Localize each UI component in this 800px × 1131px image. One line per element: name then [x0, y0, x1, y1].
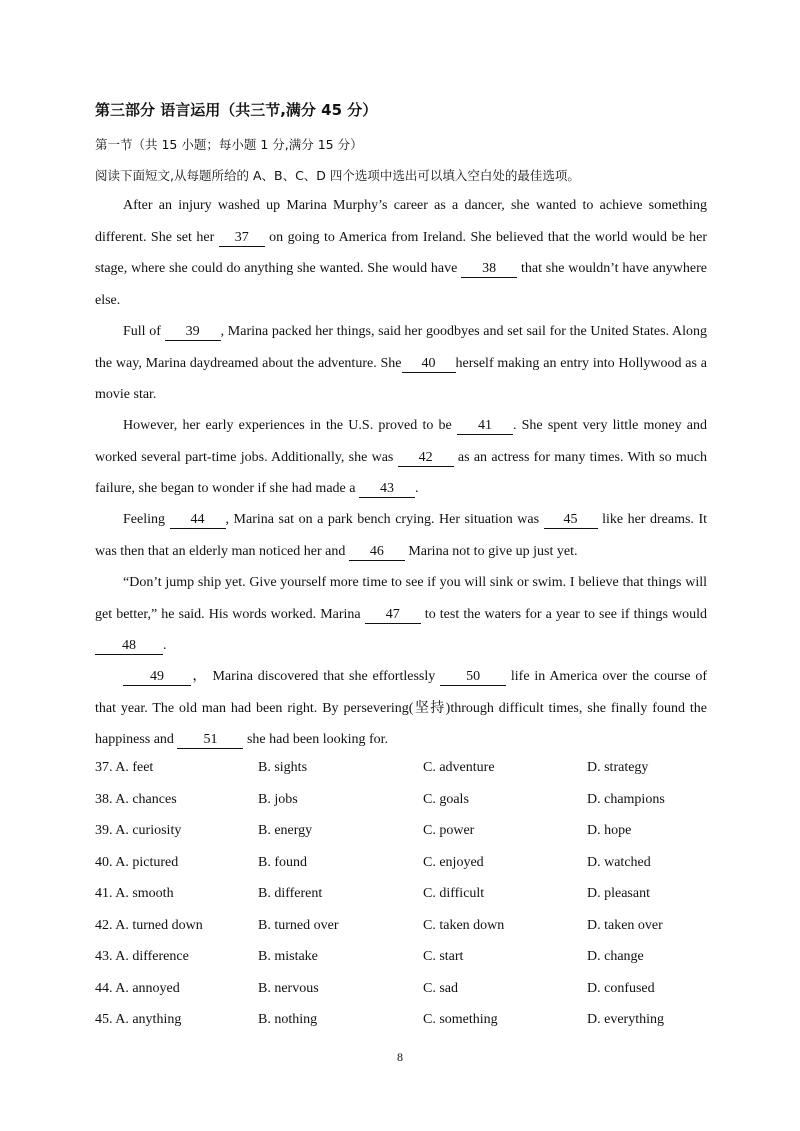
passage-text: .	[163, 638, 167, 653]
passage-text: . She spent very little money and worked several part-time jobs. Additionally, she was	[95, 418, 707, 465]
option-a: 42. A. turned down	[95, 917, 203, 933]
option-b: B. different	[258, 886, 323, 901]
option-c: C. start	[423, 949, 464, 964]
paragraph-6	[95, 661, 707, 756]
option-d: D. pleasant	[587, 886, 650, 901]
paragraph-5	[95, 567, 707, 662]
passage-text: Feeling	[123, 512, 170, 527]
passage-text: to test the waters for a year to see if things would	[420, 606, 707, 622]
option-c: C. adventure	[423, 760, 495, 775]
option-row-39	[95, 823, 735, 855]
option-a: 40. A. pictured	[95, 854, 179, 870]
option-a: 38. A. chances	[95, 791, 177, 807]
paragraph-1	[95, 190, 707, 316]
option-a: 45. A. anything	[95, 1012, 182, 1027]
option-d: D. hope	[587, 823, 632, 838]
option-c: C. enjoyed	[423, 854, 484, 870]
option-b: B. nervous	[258, 980, 319, 996]
blank-47: 47	[365, 607, 421, 624]
option-a: 39. A. curiosity	[95, 823, 182, 838]
blank-38: 38	[461, 261, 517, 278]
option-b: B. jobs	[258, 791, 298, 807]
option-c: C. something	[423, 1012, 498, 1027]
passage-text: , Marina sat on a park bench crying. Her situation was	[225, 512, 544, 527]
part-title: 第一节（共 15 小题；每小题 1 分,满分 15 分）	[95, 137, 363, 152]
option-d: D. change	[587, 949, 644, 964]
option-c: C. power	[423, 823, 475, 838]
passage-text: that she wouldn’t have anywhere else.	[95, 261, 707, 308]
option-b: B. energy	[258, 823, 313, 838]
option-row-43	[95, 949, 735, 981]
option-c: C. difficult	[423, 886, 485, 901]
passage-text: Full of	[123, 324, 165, 339]
option-a: 43. A. difference	[95, 949, 189, 964]
option-b: B. found	[258, 854, 307, 870]
passage-text: After an injury washed up Marina Murphy’s career as a dancer, she wanted to achieve something different. She set her	[95, 198, 707, 245]
option-a: 44. A. annoyed	[95, 980, 180, 996]
blank-39: 39	[165, 324, 221, 341]
option-d: D. champions	[587, 791, 665, 807]
section-title: 第三部分 语言运用（共三节,满分 45 分）	[95, 101, 378, 119]
blank-42: 42	[398, 450, 454, 467]
option-d: D. taken over	[587, 917, 663, 933]
paragraph-2	[95, 316, 707, 411]
option-row-37	[95, 760, 735, 792]
option-d: D. everything	[587, 1012, 664, 1027]
blank-51: 51	[177, 732, 243, 749]
paragraph-3	[95, 410, 707, 505]
option-b: B. nothing	[258, 1012, 318, 1027]
passage-text: like her dreams. It was then that an elderly man noticed her and	[95, 512, 707, 559]
blank-43: 43	[359, 481, 415, 498]
passage-text: , Marina packed her things, said her goodbyes and set sail for the United States. Along the way, Marina daydreamed about the adventure. She	[95, 324, 707, 371]
option-a: 37. A. feet	[95, 760, 154, 775]
passage-text: she had been looking for.	[243, 732, 389, 747]
blank-48: 48	[95, 638, 163, 655]
passage-text: on going to America from Ireland. She believed that the world would be her stage, where she could do anything she wanted. She would have	[95, 229, 707, 276]
passage-text: ， Marina discovered that she effortlessly	[191, 669, 441, 684]
blank-44: 44	[170, 512, 226, 529]
option-row-42	[95, 918, 735, 950]
option-d: D. confused	[587, 980, 655, 996]
option-c: C. sad	[423, 980, 458, 996]
option-b: B. mistake	[258, 949, 318, 964]
passage-text: life in America over the course of that year. The old man had been right. By persevering(坚持)through difficult times, she finally found the happiness and	[95, 669, 707, 747]
blank-40: 40	[402, 356, 456, 373]
passage-text: However, her early experiences in the U.S. proved to be	[123, 418, 457, 433]
option-a: 41. A. smooth	[95, 886, 174, 901]
blank-50: 50	[440, 669, 506, 686]
passage-text: herself making an entry into Hollywood as a movie star.	[95, 355, 707, 402]
page-number: 8	[397, 1050, 403, 1064]
option-row-45	[95, 1012, 735, 1044]
passage-text: .	[414, 481, 419, 496]
option-d: D. strategy	[587, 760, 649, 775]
option-d: D. watched	[587, 854, 651, 870]
blank-45: 45	[544, 512, 598, 529]
blank-49: 49	[123, 669, 191, 686]
blank-41: 41	[457, 418, 513, 435]
option-c: C. goals	[423, 791, 469, 807]
blank-37: 37	[219, 230, 265, 247]
option-b: B. turned over	[258, 917, 339, 933]
blank-46: 46	[349, 544, 405, 561]
answer-options	[95, 760, 735, 1044]
option-row-40	[95, 855, 735, 887]
passage-text: as an actress for many times. With so much failure, she began to wonder if she had made a	[95, 449, 707, 496]
option-row-38	[95, 792, 735, 824]
option-row-44	[95, 981, 735, 1013]
passage-text: “Don’t jump ship yet. Give yourself more time to see if you will sink or swim. I believe that things will get better,” he said. His words worked. Marina	[95, 575, 707, 622]
instructions: 阅读下面短文,从每题所给的 A、B、C、D 四个选项中选出可以填入空白处的最佳选项。	[95, 168, 580, 183]
option-b: B. sights	[258, 760, 308, 775]
passage-text: Marina not to give up just yet.	[404, 543, 578, 559]
option-row-41	[95, 886, 735, 918]
option-c: C. taken down	[423, 917, 505, 933]
paragraph-4	[95, 504, 707, 567]
